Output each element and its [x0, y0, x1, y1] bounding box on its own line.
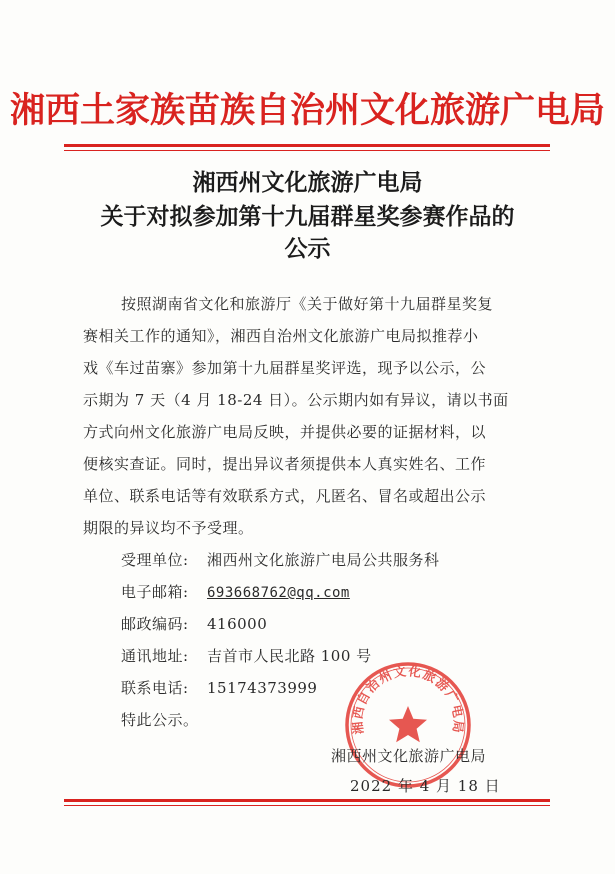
contact-unit-label: 受理单位:	[121, 551, 189, 569]
document-title-line-1: 湘西州文化旅游广电局	[192, 169, 423, 196]
seal-star-icon	[389, 706, 427, 742]
document-title-line-3: 公示	[284, 235, 331, 262]
body-paragraph-line: 单位、联系电话等有效联系方式，凡匿名、冒名或超出公示	[83, 487, 487, 505]
contact-postcode-label: 邮政编码:	[121, 615, 189, 633]
signature-date: 2022 年 4 月 18 日	[350, 777, 501, 795]
contact-phone-value: 15174373999	[207, 679, 318, 697]
letterhead-rule-thin	[64, 150, 550, 151]
contact-address-value: 吉首市人民北路 100 号	[207, 647, 372, 665]
body-paragraph-line: 便核实查证。同时，提出异议者须提供本人真实姓名、工作	[83, 455, 487, 473]
body-paragraph-line: 期限的异议均不予受理。	[83, 519, 254, 537]
body-paragraph-line: 示期为 7 天（4 月 18-24 日）。公示期内如有异议，请以书面	[83, 391, 509, 409]
body-paragraph-line: 赛相关工作的通知》，湘西自治州文化旅游广电局拟推荐小	[83, 327, 479, 345]
contact-phone-label: 联系电话:	[121, 679, 189, 697]
contact-email-label: 电子邮箱:	[121, 583, 189, 601]
contact-address-label: 通讯地址:	[121, 647, 189, 665]
letterhead-title: 湘西土家族苗族自治州文化旅游广电局	[9, 90, 605, 131]
contact-postcode-row	[121, 614, 267, 634]
body-paragraph-line: 戏《车过苗寨》参加第十九届群星奖评选，现予以公示，公	[83, 359, 487, 377]
body-paragraph-line: 方式向州文化旅游广电局反映，并提供必要的证据材料，以	[83, 423, 487, 441]
closing-statement: 特此公示。	[121, 711, 199, 729]
contact-phone-row	[121, 678, 317, 698]
official-seal-stamp	[343, 660, 473, 790]
footer-rule-thick	[64, 799, 550, 802]
signature-organization: 湘西州文化旅游广电局	[331, 747, 487, 765]
contact-postcode-value: 416000	[207, 615, 268, 633]
seal-text: 湘西自治州文化旅游广电局	[349, 663, 467, 736]
body-paragraph-line: 按照湖南省文化和旅游厅《关于做好第十九届群星奖复	[121, 295, 494, 313]
footer-rule-thin	[64, 805, 550, 806]
document-title-line-2: 关于对拟参加第十九届群星奖参赛作品的	[100, 203, 515, 230]
contact-email-link[interactable]: 693668762@qq.com	[207, 585, 350, 601]
contact-email-row	[121, 582, 350, 603]
contact-unit-value: 湘西州文化旅游广电局公共服务科	[207, 551, 440, 569]
letterhead-rule-thick	[64, 144, 550, 147]
contact-unit-row	[121, 550, 440, 570]
contact-address-row	[121, 646, 372, 666]
